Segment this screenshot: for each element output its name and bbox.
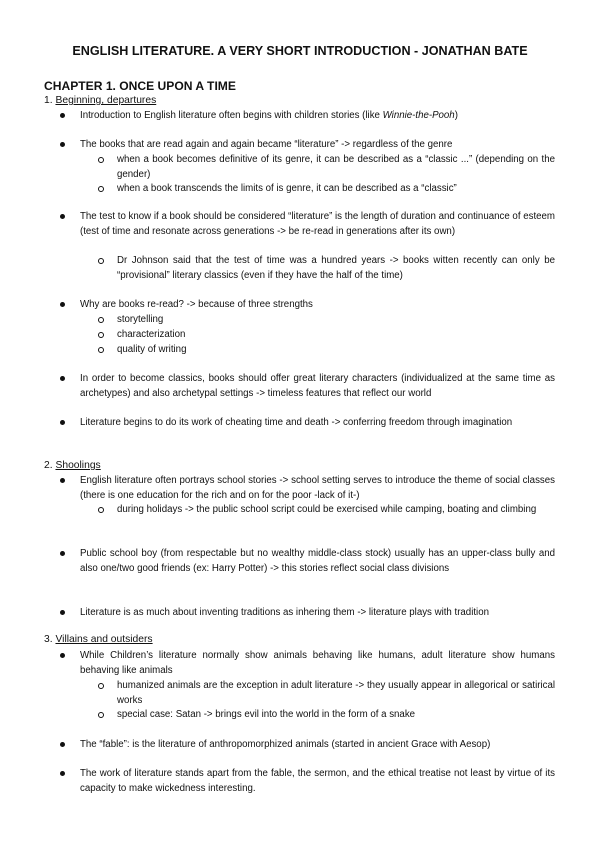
list-item: The “fable”: is the literature of anthropomorphized animals (started in ancient Grace with Aesop) bbox=[80, 737, 555, 752]
section-heading-1 bbox=[44, 94, 156, 109]
list-item: English literature often portrays school stories -> school setting serves to introduce the theme of social classes (there is one education for the rich and on for the poor -lack of it-) bbox=[80, 475, 555, 501]
section-number: 3. bbox=[44, 634, 53, 645]
list-item: The books that are read again and again became “literature” -> regardless of the genre bbox=[80, 137, 555, 152]
section-title: Shoolings bbox=[55, 460, 101, 471]
sub-list-item: storytelling bbox=[117, 312, 555, 327]
list-item: Introduction to English literature often begins with children stories (like Winnie-the-Pooh) bbox=[80, 108, 555, 123]
sub-list-item: quality of writing bbox=[117, 342, 555, 357]
sub-list-item: during holidays -> the public school script could be exercised while camping, boating and climbing bbox=[117, 502, 555, 517]
list-item: Why are books re-read? -> because of three strengths bbox=[80, 297, 555, 312]
sub-list-item: when a book becomes definitive of its genre, it can be described as a “classic ...” (depending on the gender) bbox=[117, 154, 555, 180]
section-number: 1. bbox=[44, 95, 53, 106]
sub-list-item: when a book transcends the limits of is genre, it can be described as a “classic” bbox=[117, 181, 555, 196]
document-title: ENGLISH LITERATURE. A VERY SHORT INTRODUCTION - JONATHAN BATE bbox=[72, 44, 528, 58]
chapter-title: CHAPTER 1. ONCE UPON A TIME bbox=[44, 79, 236, 93]
list-item: Literature is as much about inventing traditions as inhering them -> literature plays with tradition bbox=[80, 605, 555, 620]
section-heading-2 bbox=[44, 459, 101, 474]
section-title: Beginning, departures bbox=[55, 95, 157, 106]
sub-list-item: Dr Johnson said that the test of time was a hundred years -> books witten recently can only be “provisional” literary classics (even if they have the half of the time) bbox=[117, 255, 555, 281]
sub-list-item: special case: Satan -> brings evil into the world in the form of a snake bbox=[117, 707, 555, 722]
list-item: Public school boy (from respectable but no wealthy middle-class stock) usually has an upper-class bully and also one/two good friends (ex: Harry Potter) -> this stories reflect social class divisions bbox=[80, 548, 555, 574]
list-item: The test to know if a book should be considered “literature” is the length of duration and continuance of esteem (test of time and resonate across generations -> be re-read in generations after its own) bbox=[80, 211, 555, 237]
list-item: Literature begins to do its work of cheating time and death -> conferring freedom through imagination bbox=[80, 415, 555, 430]
sub-list-item: humanized animals are the exception in adult literature -> they usually appear in allegorical or satirical works bbox=[117, 680, 555, 706]
section-heading-3 bbox=[44, 633, 153, 648]
section-title: Villains and outsiders bbox=[55, 634, 153, 645]
list-item: While Children’s literature normally show animals behaving like humans, adult literature show humans behaving like animals bbox=[80, 650, 555, 676]
list-item: In order to become classics, books should offer great literary characters (individualized at the same time as archetypes) and also archetypal settings -> timeless features that reflect our world bbox=[80, 373, 555, 399]
sub-list-item: characterization bbox=[117, 327, 555, 342]
list-item: The work of literature stands apart from the fable, the sermon, and the ethical treatise not least by virtue of its capacity to make wickedness interesting. bbox=[80, 768, 555, 794]
section-number: 2. bbox=[44, 460, 53, 471]
book-title: Winnie-the-Pooh bbox=[382, 110, 455, 121]
